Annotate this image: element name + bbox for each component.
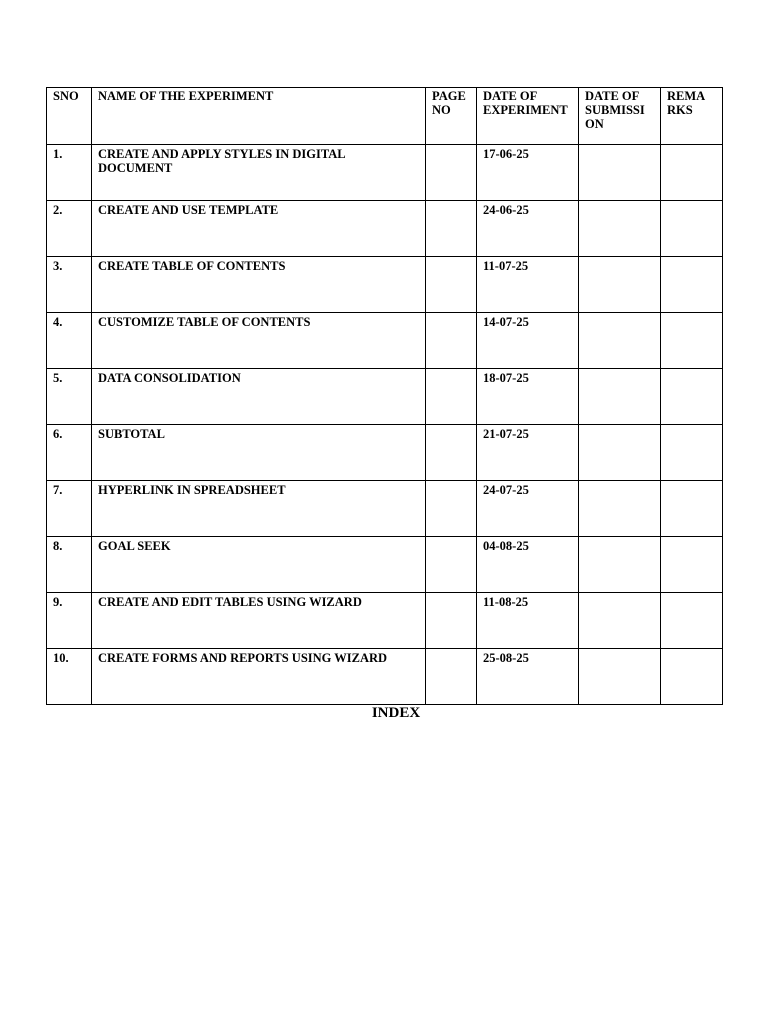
page-no-cell — [426, 145, 477, 201]
date-of-submission-cell — [579, 537, 661, 593]
page-no-cell — [426, 257, 477, 313]
page-no-cell — [426, 481, 477, 537]
index-table — [46, 87, 723, 705]
date-of-submission-cell — [579, 481, 661, 537]
table-body — [47, 145, 723, 705]
table-row — [47, 425, 723, 481]
column-header-sno: SNO — [47, 88, 92, 145]
date-of-experiment-cell: 21-07-25 — [477, 425, 579, 481]
column-header-date-of-submission: DATE OF SUBMISSI ON — [579, 88, 661, 145]
table-row — [47, 593, 723, 649]
column-header-remarks: REMA RKS — [661, 88, 723, 145]
experiment-name-cell: SUBTOTAL — [92, 425, 426, 481]
column-header-page-no: PAGE NO — [426, 88, 477, 145]
page-no-cell — [426, 593, 477, 649]
table-row — [47, 313, 723, 369]
date-of-experiment-cell: 24-06-25 — [477, 201, 579, 257]
remarks-cell — [661, 481, 723, 537]
date-of-experiment-cell: 18-07-25 — [477, 369, 579, 425]
remarks-cell — [661, 201, 723, 257]
page-no-cell — [426, 201, 477, 257]
page-title: INDEX — [371, 705, 421, 721]
sno-cell: 10. — [47, 649, 92, 705]
experiment-name-cell: CREATE AND EDIT TABLES USING WIZARD — [92, 593, 426, 649]
date-of-submission-cell — [579, 369, 661, 425]
page-no-cell — [426, 537, 477, 593]
date-of-submission-cell — [579, 313, 661, 369]
remarks-cell — [661, 649, 723, 705]
page-no-cell — [426, 313, 477, 369]
date-of-experiment-cell: 11-07-25 — [477, 257, 579, 313]
date-of-submission-cell — [579, 649, 661, 705]
date-of-submission-cell — [579, 201, 661, 257]
date-of-experiment-cell: 17-06-25 — [477, 145, 579, 201]
table-row — [47, 481, 723, 537]
date-of-experiment-cell: 04-08-25 — [477, 537, 579, 593]
date-of-experiment-cell: 24-07-25 — [477, 481, 579, 537]
sno-cell: 7. — [47, 481, 92, 537]
table-row — [47, 201, 723, 257]
sno-cell: 6. — [47, 425, 92, 481]
experiment-name-cell: GOAL SEEK — [92, 537, 426, 593]
sno-cell: 2. — [47, 201, 92, 257]
experiment-name-cell: CREATE TABLE OF CONTENTS — [92, 257, 426, 313]
remarks-cell — [661, 369, 723, 425]
experiment-name-cell: CREATE AND APPLY STYLES IN DIGITAL DOCUMENT — [92, 145, 426, 201]
date-of-submission-cell — [579, 145, 661, 201]
experiment-name-cell: CREATE FORMS AND REPORTS USING WIZARD — [92, 649, 426, 705]
remarks-cell — [661, 313, 723, 369]
remarks-cell — [661, 537, 723, 593]
sno-cell: 4. — [47, 313, 92, 369]
date-of-experiment-cell: 25-08-25 — [477, 649, 579, 705]
page-no-cell — [426, 425, 477, 481]
sno-cell: 1. — [47, 145, 92, 201]
experiment-name-cell: DATA CONSOLIDATION — [92, 369, 426, 425]
page-no-cell — [426, 369, 477, 425]
table-row — [47, 369, 723, 425]
sno-cell: 5. — [47, 369, 92, 425]
experiment-name-cell: HYPERLINK IN SPREADSHEET — [92, 481, 426, 537]
column-header-date-of-experiment: DATE OF EXPERIMENT — [477, 88, 579, 145]
sno-cell: 8. — [47, 537, 92, 593]
table-row — [47, 537, 723, 593]
experiment-name-cell: CREATE AND USE TEMPLATE — [92, 201, 426, 257]
remarks-cell — [661, 257, 723, 313]
table-row — [47, 145, 723, 201]
date-of-submission-cell — [579, 593, 661, 649]
page-no-cell — [426, 649, 477, 705]
sno-cell: 3. — [47, 257, 92, 313]
remarks-cell — [661, 593, 723, 649]
remarks-cell — [661, 425, 723, 481]
column-header-experiment-name: NAME OF THE EXPERIMENT — [92, 88, 426, 145]
remarks-cell — [661, 145, 723, 201]
date-of-submission-cell — [579, 257, 661, 313]
experiment-name-cell: CUSTOMIZE TABLE OF CONTENTS — [92, 313, 426, 369]
table-header-row — [47, 88, 723, 145]
sno-cell: 9. — [47, 593, 92, 649]
date-of-experiment-cell: 14-07-25 — [477, 313, 579, 369]
table-row — [47, 257, 723, 313]
date-of-submission-cell — [579, 425, 661, 481]
date-of-experiment-cell: 11-08-25 — [477, 593, 579, 649]
table-row — [47, 649, 723, 705]
